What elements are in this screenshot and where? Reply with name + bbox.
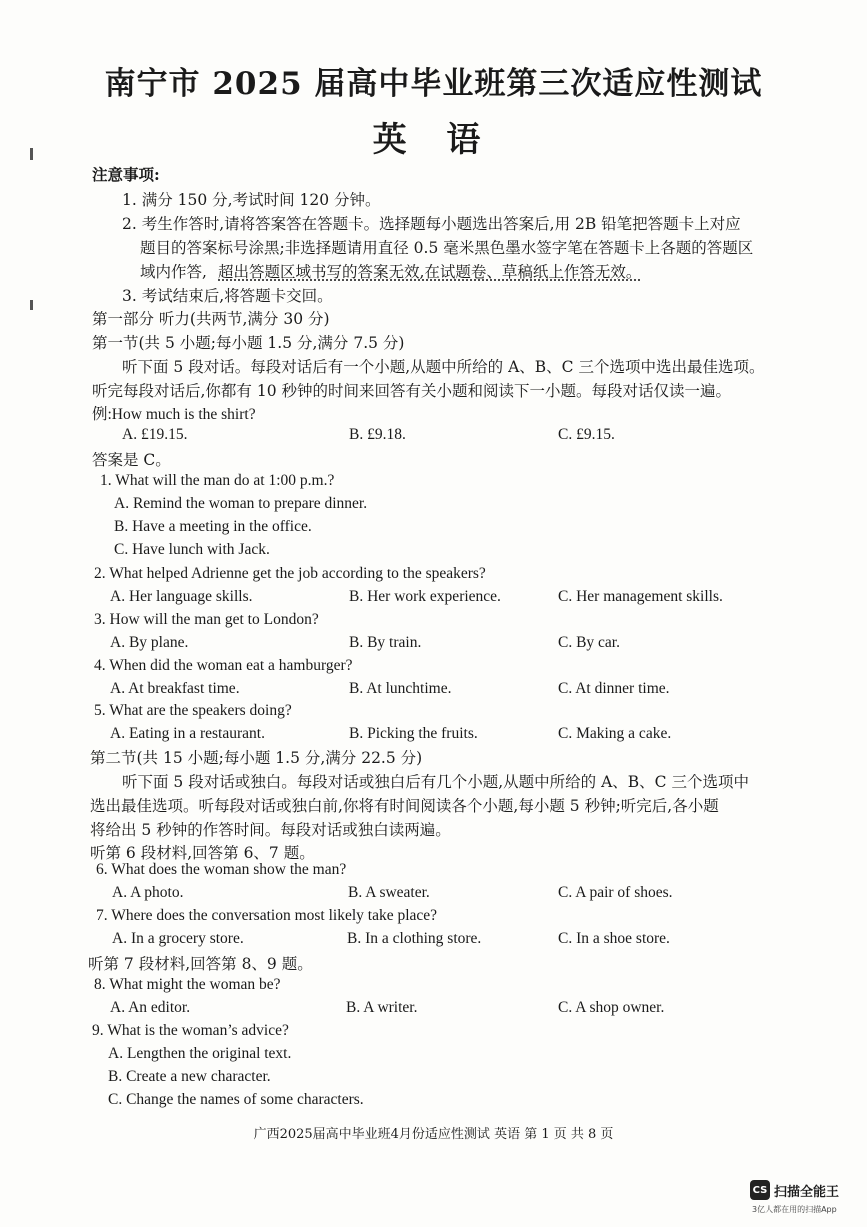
example-option: C. £9.15. [558, 426, 615, 443]
question: 7. Where does the conversation most likely take place? [96, 907, 438, 924]
instruction-text: 听下面 5 段对话或独白。每段对话或独白后有几个小题,从题中所给的 A、B、C 三个选项中 [122, 773, 749, 791]
option: C. In a shoe store. [558, 930, 670, 947]
option: A. An editor. [110, 999, 191, 1016]
example-option: A. £19.15. [122, 426, 188, 443]
option: B. A sweater. [348, 884, 430, 901]
option: C. By car. [558, 634, 620, 651]
subject-title: 英 语 [372, 120, 495, 160]
option: A. Her language skills. [110, 588, 253, 605]
option: C. Her management skills. [558, 588, 723, 605]
instruction-text: 听下面 5 段对话。每段对话后有一个小题,从题中所给的 A、B、C 三个选项中选出最佳选项。 [122, 358, 765, 376]
option: B. Her work experience. [349, 588, 501, 605]
option: B. In a clothing store. [347, 930, 482, 947]
example-option: B. £9.18. [349, 426, 406, 443]
notice-item: 域内作答, [140, 263, 207, 281]
question: 4. When did the woman eat a hamburger? [94, 657, 353, 674]
notice-item: 3. 考试结束后,将答题卡交回。 [122, 287, 333, 305]
notice-item-emphasis: 超出答题区域书写的答案无效,在试题卷、草稿纸上作答无效。 [218, 263, 642, 281]
option: B. Have a meeting in the office. [114, 518, 312, 535]
option: C. A shop owner. [558, 999, 665, 1016]
option: A. Remind the woman to prepare dinner. [114, 495, 368, 512]
option: B. Create a new character. [108, 1068, 271, 1085]
instruction-text: 将给出 5 秒钟的作答时间。每段对话或独白读两遍。 [90, 821, 451, 839]
scan-edge-mark [30, 300, 33, 310]
instruction-text: 听完每段对话后,你都有 10 秒钟的时间来回答有关小题和阅读下一小题。每段对话仅读一遍。 [92, 382, 732, 400]
notice-item: 题目的答案标号涂黑;非选择题请用直径 0.5 毫米黑色墨水签字笔在答题卡上各题的答题区 [140, 239, 754, 257]
option: C. Have lunch with Jack. [114, 541, 270, 558]
listening-group-label: 听第 7 段材料,回答第 8、9 题。 [88, 955, 313, 973]
option: C. Making a cake. [558, 725, 672, 742]
question: 8. What might the woman be? [94, 976, 281, 993]
question: 5. What are the speakers doing? [94, 702, 292, 719]
question: 9. What is the woman’s advice? [92, 1022, 289, 1039]
option: A. At breakfast time. [110, 680, 240, 697]
scanner-app-name: 扫描全能王 [774, 1184, 840, 1200]
option: C. Change the names of some characters. [108, 1091, 364, 1108]
question: 3. How will the man get to London? [94, 611, 319, 628]
notice-item: 2. 考生作答时,请将答案答在答题卡。选择题每小题选出答案后,用 2B 铅笔把答题卡上对应 [122, 215, 741, 233]
option: A. Eating in a restaurant. [110, 725, 265, 742]
option: B. A writer. [346, 999, 418, 1016]
notice-heading: 注意事项: [92, 165, 160, 184]
exam-title: 南宁市 2025 届高中毕业班第三次适应性测试 [104, 66, 763, 102]
example-question: 例:How much is the shirt? [92, 406, 256, 423]
scanner-tagline: 3亿人都在用的扫描App [752, 1205, 837, 1214]
option: A. By plane. [110, 634, 189, 651]
question: 1. What will the man do at 1:00 p.m.? [100, 472, 335, 489]
question: 6. What does the woman show the man? [96, 861, 347, 878]
section-heading: 第一节(共 5 小题;每小题 1.5 分,满分 7.5 分) [92, 334, 405, 352]
option: A. In a grocery store. [112, 930, 244, 947]
scanner-watermark [750, 1180, 839, 1200]
notice-item: 1. 满分 150 分,考试时间 120 分钟。 [122, 191, 381, 209]
option: C. A pair of shoes. [558, 884, 673, 901]
page-footer: 广西2025届高中毕业班4月份适应性测试 英语 第 1 页 共 8 页 [253, 1127, 614, 1142]
example-answer: 答案是 C。 [92, 451, 171, 469]
listening-group-label: 听第 6 段材料,回答第 6、7 题。 [90, 844, 315, 862]
option: A. A photo. [112, 884, 184, 901]
part-heading: 第一部分 听力(共两节,满分 30 分) [92, 310, 330, 328]
instruction-text: 选出最佳选项。听每段对话或独白前,你将有时间阅读各个小题,每小题 5 秒钟;听完后,各小题 [90, 797, 719, 815]
option: B. At lunchtime. [349, 680, 452, 697]
question: 2. What helped Adrienne get the job according to the speakers? [94, 565, 486, 582]
option: A. Lengthen the original text. [108, 1045, 292, 1062]
option: C. At dinner time. [558, 680, 670, 697]
section-heading: 第二节(共 15 小题;每小题 1.5 分,满分 22.5 分) [90, 749, 423, 767]
scanner-logo-icon: CS [750, 1180, 770, 1200]
option: B. Picking the fruits. [349, 725, 478, 742]
option: B. By train. [349, 634, 422, 651]
